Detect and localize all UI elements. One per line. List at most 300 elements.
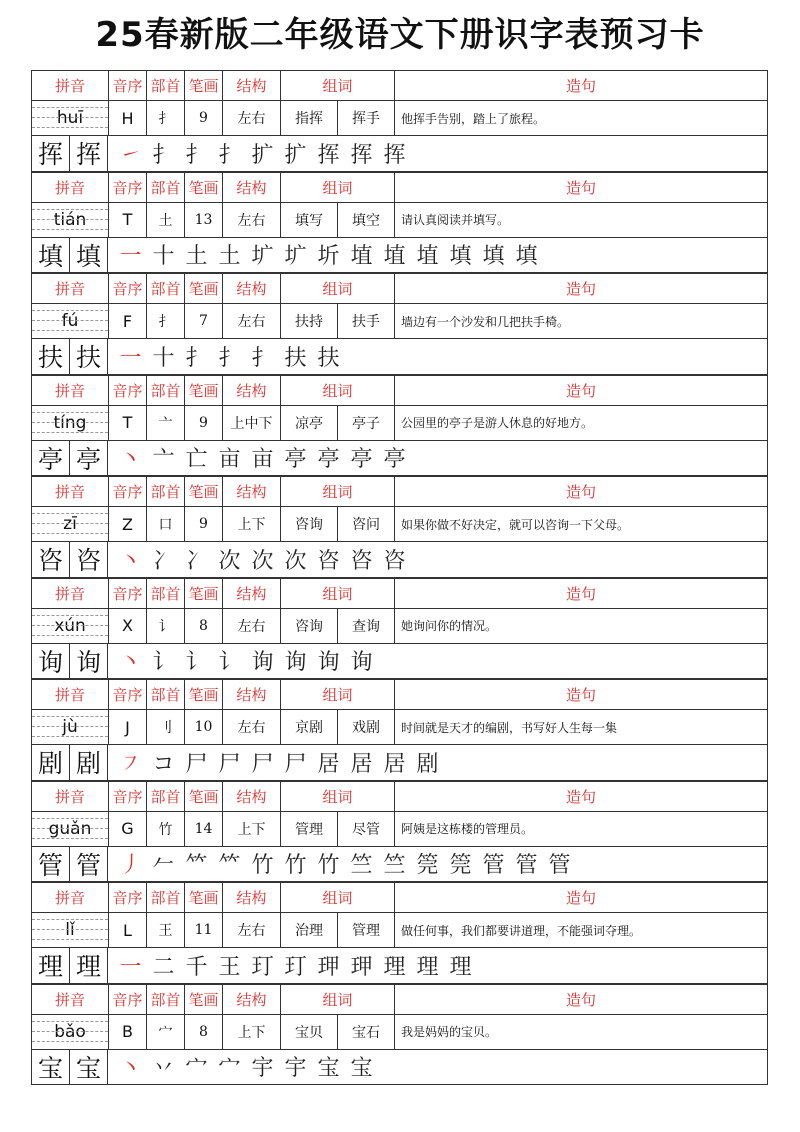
pinyin-cell: guǎn [32, 812, 109, 846]
character-card [31, 375, 768, 477]
stroke-step: 扌 [251, 345, 274, 371]
word-cell: 咨问 [338, 507, 395, 541]
stroke-sequence [108, 847, 767, 882]
structure-cell: 左右 [223, 203, 281, 237]
stroke-step: 一 [119, 345, 142, 371]
pinyin-guide-line [32, 523, 108, 524]
pinyin-guide-line [32, 838, 108, 839]
initial-letter-cell: L [109, 913, 147, 947]
header-row [31, 273, 768, 304]
pinyin-guide-line [32, 615, 108, 616]
stroke-sequence [108, 441, 767, 476]
header-structure: 结构 [223, 985, 281, 1014]
stroke-step: 询 [317, 650, 340, 676]
pinyin-guide-line [32, 1031, 108, 1032]
header-letter: 音序 [109, 782, 147, 811]
header-strokes: 笔画 [185, 579, 223, 608]
word-cell: 扶持 [281, 304, 338, 338]
stroke-count-cell: 10 [185, 710, 223, 744]
header-letter: 音序 [109, 883, 147, 912]
header-strokes: 笔画 [185, 680, 223, 709]
stroke-count-cell: 11 [185, 913, 223, 947]
stroke-step: 扌 [218, 345, 241, 371]
stroke-count-cell: 7 [185, 304, 223, 338]
header-pinyin: 拼音 [32, 274, 109, 303]
stroke-sequence [108, 745, 767, 780]
stroke-order-row [31, 644, 768, 680]
structure-cell: 上下 [223, 812, 281, 846]
header-pinyin: 拼音 [32, 680, 109, 709]
header-pinyin: 拼音 [32, 71, 109, 100]
stroke-step: 一 [119, 244, 142, 270]
character-card [31, 882, 768, 984]
radical-cell: 扌 [147, 304, 185, 338]
info-row [31, 507, 768, 542]
stroke-step: 冫 [185, 548, 208, 574]
stroke-order-row [31, 948, 768, 984]
info-row [31, 812, 768, 847]
pinyin-guide-line [32, 432, 108, 433]
header-row [31, 679, 768, 710]
pinyin-guide-line [32, 736, 108, 737]
pinyin-guide-line [32, 117, 108, 118]
stroke-step: 宝 [317, 1056, 340, 1082]
pinyin-guide-line [32, 209, 108, 210]
word-cell: 查询 [338, 609, 395, 643]
structure-cell: 上下 [223, 507, 281, 541]
header-radical: 部首 [147, 477, 185, 506]
header-words: 组词 [281, 477, 395, 506]
header-sentence: 造句 [565, 280, 596, 298]
pinyin-guide-line [32, 828, 108, 829]
stroke-step: 亡 [185, 447, 208, 473]
stroke-step: 埴 [350, 244, 373, 270]
pinyin-cell: tíng [32, 406, 109, 440]
header-words: 组词 [281, 985, 395, 1014]
header-radical: 部首 [147, 782, 185, 811]
header-sentence: 造句 [565, 889, 596, 907]
pinyin-guide-line [32, 320, 108, 321]
stroke-step: 管 [548, 853, 571, 879]
structure-cell: 上中下 [223, 406, 281, 440]
stroke-step: 理 [416, 954, 439, 980]
header-words: 组词 [281, 274, 395, 303]
stroke-step: 玾 [350, 954, 373, 980]
header-letter: 音序 [109, 477, 147, 506]
stroke-step: 圻 [317, 244, 340, 270]
character-card [31, 578, 768, 680]
pinyin-guide-line [32, 219, 108, 220]
stroke-step: 讠 [218, 650, 241, 676]
header-pinyin: 拼音 [32, 782, 109, 811]
character-card [31, 781, 768, 883]
stroke-sequence [108, 136, 767, 171]
stroke-step: 宀 [185, 1056, 208, 1082]
word-cell: 京剧 [281, 710, 338, 744]
header-strokes: 笔画 [185, 985, 223, 1014]
stroke-step: 千 [185, 954, 208, 980]
header-letter: 音序 [109, 274, 147, 303]
stroke-step: 亭 [350, 447, 373, 473]
character-large: 宝 [32, 1050, 70, 1085]
structure-cell: 左右 [223, 609, 281, 643]
initial-letter-cell: B [109, 1015, 147, 1049]
stroke-step: 土 [218, 244, 241, 270]
stroke-step: 咨 [383, 548, 406, 574]
pinyin-guide-line [32, 412, 108, 413]
stroke-step: 扌 [152, 142, 175, 168]
character-large: 挥 [70, 136, 108, 171]
info-row [31, 101, 768, 136]
radical-cell: 扌 [147, 101, 185, 135]
pinyin-cell: tián [32, 203, 109, 237]
radical-cell: 土 [147, 203, 185, 237]
word-cell: 亭子 [338, 406, 395, 440]
stroke-step: 扩 [251, 142, 274, 168]
header-letter: 音序 [109, 985, 147, 1014]
stroke-step: 埴 [416, 244, 439, 270]
stroke-order-row [31, 745, 768, 781]
word-cell: 扶手 [338, 304, 395, 338]
structure-cell: 左右 [223, 913, 281, 947]
stroke-sequence [108, 542, 767, 577]
stroke-step: 亩 [218, 447, 241, 473]
stroke-step: 竹 [284, 853, 307, 879]
character-card [31, 984, 768, 1086]
pinyin-cell: xún [32, 609, 109, 643]
stroke-step: 填 [449, 244, 472, 270]
word-cell: 尽管 [338, 812, 395, 846]
sentence-cell: 我是妈妈的宝贝。 [401, 1025, 498, 1039]
stroke-sequence [108, 1050, 767, 1085]
stroke-step: 理 [449, 954, 472, 980]
page-title: 25春新版二年级语文下册识字表预习卡 [95, 15, 705, 55]
header-sentence: 造句 [565, 584, 596, 603]
header-letter: 音序 [109, 680, 147, 709]
structure-cell: 左右 [223, 710, 281, 744]
header-words: 组词 [281, 782, 395, 811]
radical-cell: 口 [147, 507, 185, 541]
info-row [31, 406, 768, 441]
stroke-step: 埴 [383, 244, 406, 270]
header-row [31, 70, 768, 101]
stroke-step: 𥫗 [218, 853, 241, 879]
character-large: 宝 [70, 1050, 108, 1085]
sentence-cell: 墙边有一个沙发和几把扶手椅。 [401, 314, 570, 329]
character-large: 理 [32, 948, 70, 983]
stroke-step: 宀 [218, 1056, 241, 1082]
header-structure: 结构 [223, 173, 281, 202]
stroke-step: 咨 [317, 548, 340, 574]
header-pinyin: 拼音 [32, 985, 109, 1014]
header-words: 组词 [281, 883, 395, 912]
stroke-step: 竺 [383, 853, 406, 879]
stroke-step: ㇀ [119, 142, 142, 168]
character-large: 咨 [70, 542, 108, 577]
info-row [31, 913, 768, 948]
character-large: 填 [70, 238, 108, 273]
header-structure: 结构 [223, 71, 281, 100]
header-strokes: 笔画 [185, 274, 223, 303]
initial-letter-cell: T [109, 203, 147, 237]
header-sentence: 造句 [565, 686, 596, 704]
character-large: 亭 [32, 441, 70, 476]
initial-letter-cell: Z [109, 507, 147, 541]
header-row [31, 476, 768, 507]
pinyin-guide-line [32, 330, 108, 331]
header-sentence: 造句 [565, 483, 596, 501]
header-sentence: 造句 [565, 178, 596, 197]
stroke-count-cell: 8 [185, 1015, 223, 1049]
header-letter: 音序 [109, 376, 147, 405]
header-structure: 结构 [223, 477, 281, 506]
stroke-step: 挥 [383, 142, 406, 168]
stroke-step: 次 [251, 548, 274, 574]
info-row [31, 710, 768, 745]
info-row [31, 304, 768, 339]
pinyin-guide-line [32, 635, 108, 636]
character-large: 管 [70, 847, 108, 882]
stroke-step: 居 [317, 751, 340, 777]
pinyin-cell: bǎo [32, 1015, 109, 1049]
info-row [31, 1015, 768, 1050]
stroke-step: 尸 [251, 751, 274, 777]
header-words: 组词 [281, 71, 395, 100]
character-card [31, 172, 768, 274]
stroke-step: 次 [218, 548, 241, 574]
header-structure: 结构 [223, 579, 281, 608]
stroke-count-cell: 9 [185, 406, 223, 440]
pinyin-guide-line [32, 422, 108, 423]
header-radical: 部首 [147, 985, 185, 1014]
header-letter: 音序 [109, 579, 147, 608]
stroke-step: 圹 [251, 244, 274, 270]
header-pinyin: 拼音 [32, 173, 109, 202]
header-strokes: 笔画 [185, 173, 223, 202]
stroke-step: 竹 [317, 853, 340, 879]
pinyin-guide-line [32, 939, 108, 940]
stroke-step: 尸 [284, 751, 307, 777]
stroke-step: 管 [482, 853, 505, 879]
stroke-step: 𥫗 [185, 853, 208, 879]
stroke-step: 丶 [119, 447, 142, 473]
sentence-cell: 时间就是天才的编剧，书写好人生每一集 [401, 720, 618, 735]
stroke-sequence [108, 238, 767, 273]
initial-letter-cell: G [109, 812, 147, 846]
stroke-sequence [108, 339, 767, 374]
stroke-step: 挥 [350, 142, 373, 168]
stroke-step: 宇 [284, 1056, 307, 1082]
radical-cell: 讠 [147, 609, 185, 643]
stroke-step: 一 [119, 954, 142, 980]
radical-cell: 亠 [147, 406, 185, 440]
stroke-step: 扩 [284, 142, 307, 168]
character-table [31, 70, 768, 1085]
stroke-step: 询 [350, 650, 373, 676]
sentence-cell: 做任何事，我们都要讲道理，不能强词夺理。 [401, 923, 642, 938]
character-large: 挥 [32, 136, 70, 171]
initial-letter-cell: X [109, 609, 147, 643]
stroke-step: 亭 [383, 447, 406, 473]
word-cell: 填写 [281, 203, 338, 237]
stroke-step: 管 [515, 853, 538, 879]
stroke-count-cell: 13 [185, 203, 223, 237]
initial-letter-cell: F [109, 304, 147, 338]
stroke-step: 亩 [251, 447, 274, 473]
word-cell: 管理 [281, 812, 338, 846]
stroke-order-row [31, 1050, 768, 1086]
pinyin-guide-line [32, 1021, 108, 1022]
stroke-step: 玎 [251, 954, 274, 980]
character-large: 扶 [70, 339, 108, 374]
stroke-order-row [31, 136, 768, 172]
stroke-step: 讠 [185, 650, 208, 676]
character-large: 填 [32, 238, 70, 273]
header-letter: 音序 [109, 173, 147, 202]
stroke-step: 土 [185, 244, 208, 270]
header-structure: 结构 [223, 680, 281, 709]
stroke-step: 次 [284, 548, 307, 574]
stroke-step: 居 [383, 751, 406, 777]
stroke-step: 扶 [284, 345, 307, 371]
character-large: 询 [70, 644, 108, 679]
stroke-step: 扶 [317, 345, 340, 371]
stroke-count-cell: 8 [185, 609, 223, 643]
initial-letter-cell: H [109, 101, 147, 135]
character-large: 扶 [32, 339, 70, 374]
header-pinyin: 拼音 [32, 477, 109, 506]
radical-cell: 宀 [147, 1015, 185, 1049]
character-card [31, 273, 768, 375]
sentence-cell: 请认真阅读并填写。 [401, 213, 510, 227]
character-large: 剧 [70, 745, 108, 780]
header-letter: 音序 [109, 71, 147, 100]
stroke-step: 丷 [152, 1056, 175, 1082]
stroke-step: 丶 [119, 548, 142, 574]
header-radical: 部首 [147, 274, 185, 303]
pinyin-cell: zī [32, 507, 109, 541]
pinyin-guide-line [32, 127, 108, 128]
pinyin-guide-line [32, 229, 108, 230]
stroke-step: 玾 [317, 954, 340, 980]
word-cell: 凉亭 [281, 406, 338, 440]
stroke-step: 筦 [449, 853, 472, 879]
header-radical: 部首 [147, 883, 185, 912]
header-row [31, 882, 768, 913]
pinyin-guide-line [32, 1041, 108, 1042]
word-cell: 管理 [338, 913, 395, 947]
header-sentence: 造句 [565, 77, 596, 95]
stroke-order-row [31, 238, 768, 274]
header-radical: 部首 [147, 579, 185, 608]
stroke-count-cell: 9 [185, 507, 223, 541]
stroke-step: 亭 [284, 447, 307, 473]
stroke-step: 填 [515, 244, 538, 270]
pinyin-guide-line [32, 533, 108, 534]
radical-cell: 刂 [147, 710, 185, 744]
word-cell: 指挥 [281, 101, 338, 135]
stroke-step: 扌 [218, 142, 241, 168]
header-row [31, 984, 768, 1015]
pinyin-cell: jù [32, 710, 109, 744]
stroke-step: 理 [383, 954, 406, 980]
structure-cell: 左右 [223, 304, 281, 338]
stroke-step: 挥 [317, 142, 340, 168]
header-strokes: 笔画 [185, 71, 223, 100]
stroke-step: 询 [251, 650, 274, 676]
stroke-step: 筦 [416, 853, 439, 879]
pinyin-cell: huī [32, 101, 109, 135]
stroke-order-row [31, 441, 768, 477]
stroke-step: 竺 [350, 853, 373, 879]
stroke-step: 冫 [152, 548, 175, 574]
stroke-step: 十 [152, 244, 175, 270]
header-sentence: 造句 [565, 990, 596, 1009]
stroke-step: 竹 [251, 853, 274, 879]
word-cell: 咨询 [281, 507, 338, 541]
header-row [31, 172, 768, 203]
stroke-step: 丿 [119, 853, 142, 879]
header-pinyin: 拼音 [32, 376, 109, 405]
stroke-order-row [31, 542, 768, 578]
stroke-step: コ [152, 751, 175, 777]
structure-cell: 上下 [223, 1015, 281, 1049]
stroke-step: 王 [218, 954, 241, 980]
stroke-count-cell: 9 [185, 101, 223, 135]
character-large: 剧 [32, 745, 70, 780]
stroke-step: 扌 [185, 142, 208, 168]
stroke-count-cell: 14 [185, 812, 223, 846]
character-large: 理 [70, 948, 108, 983]
stroke-step: 宝 [350, 1056, 373, 1082]
pinyin-guide-line [32, 310, 108, 311]
header-structure: 结构 [223, 274, 281, 303]
word-cell: 治理 [281, 913, 338, 947]
header-radical: 部首 [147, 71, 185, 100]
stroke-step: ㇇ [119, 751, 142, 777]
header-radical: 部首 [147, 376, 185, 405]
stroke-step: 咨 [350, 548, 373, 574]
stroke-sequence [108, 644, 767, 679]
stroke-step: 讠 [152, 650, 175, 676]
stroke-order-row [31, 339, 768, 375]
stroke-step: 填 [482, 244, 505, 270]
word-cell: 挥手 [338, 101, 395, 135]
stroke-step: 圹 [284, 244, 307, 270]
stroke-step: 尸 [185, 751, 208, 777]
word-cell: 宝贝 [281, 1015, 338, 1049]
stroke-step: 宇 [251, 1056, 274, 1082]
word-cell: 戏剧 [338, 710, 395, 744]
stroke-step: 居 [350, 751, 373, 777]
info-row [31, 203, 768, 238]
header-row [31, 375, 768, 406]
initial-letter-cell: T [109, 406, 147, 440]
header-words: 组词 [281, 680, 395, 709]
header-row [31, 578, 768, 609]
pinyin-cell: lǐ [32, 913, 109, 947]
header-structure: 结构 [223, 376, 281, 405]
stroke-step: 剧 [416, 751, 439, 777]
header-words: 组词 [281, 579, 395, 608]
header-row [31, 781, 768, 812]
word-cell: 填空 [338, 203, 395, 237]
character-large: 咨 [32, 542, 70, 577]
character-large: 询 [32, 644, 70, 679]
stroke-step: 扌 [185, 345, 208, 371]
stroke-step: 丶 [119, 1056, 142, 1082]
stroke-order-row [31, 847, 768, 883]
